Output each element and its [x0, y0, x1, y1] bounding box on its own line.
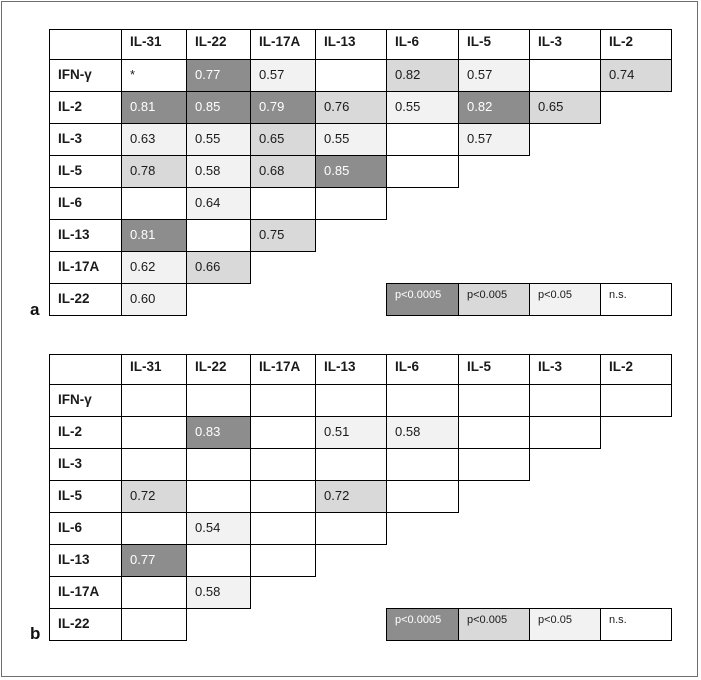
column-header: IL-31	[121, 29, 187, 60]
correlation-cell: 0.85	[186, 91, 251, 124]
row-label: IL-13	[49, 544, 122, 577]
correlation-cell	[121, 416, 187, 449]
correlation-cell: 0.58	[386, 416, 459, 449]
legend-item: p<0.0005	[386, 283, 459, 316]
correlation-cell	[121, 512, 187, 545]
correlation-cell: 0.81	[121, 91, 187, 124]
legend-item: n.s.	[600, 608, 672, 641]
correlation-cell: 0.57	[250, 59, 316, 92]
correlation-cell	[186, 384, 251, 417]
row-label: IL-17A	[49, 251, 122, 284]
correlation-cell	[315, 187, 387, 220]
correlation-cell	[458, 416, 530, 449]
corner-cell	[49, 29, 122, 60]
correlation-cell: 0.66	[186, 251, 251, 284]
correlation-cell	[386, 384, 459, 417]
row-label: IL-6	[49, 187, 122, 220]
legend-item: p<0.0005	[386, 608, 459, 641]
correlation-cell: 0.55	[386, 91, 459, 124]
correlation-cell	[121, 448, 187, 481]
correlation-cell	[386, 480, 459, 513]
column-header: IL-13	[315, 354, 387, 385]
correlation-cell	[315, 448, 387, 481]
column-header: IL-6	[386, 29, 459, 60]
column-header: IL-3	[529, 29, 601, 60]
correlation-cell: 0.54	[186, 512, 251, 545]
correlation-cell	[121, 576, 187, 609]
correlation-cell	[186, 448, 251, 481]
correlation-cell	[386, 448, 459, 481]
correlation-cell: 0.62	[121, 251, 187, 284]
correlation-cell: 0.65	[529, 91, 601, 124]
correlation-cell: 0.77	[186, 59, 251, 92]
column-header: IL-2	[600, 29, 672, 60]
column-header: IL-5	[458, 29, 530, 60]
row-label: IL-5	[49, 480, 122, 513]
correlation-cell	[250, 187, 316, 220]
correlation-cell	[386, 123, 459, 156]
correlation-cell: 0.76	[315, 91, 387, 124]
row-label: IL-22	[49, 283, 122, 316]
legend-item: p<0.005	[458, 608, 530, 641]
correlation-cell	[315, 59, 387, 92]
correlation-cell: 0.85	[315, 155, 387, 188]
row-label: IL-22	[49, 608, 122, 641]
correlation-cell: 0.57	[458, 59, 530, 92]
correlation-cell: 0.82	[386, 59, 459, 92]
correlation-cell: 0.57	[458, 123, 530, 156]
legend-item: n.s.	[600, 283, 672, 316]
column-header: IL-17A	[250, 29, 316, 60]
correlation-cell: *	[121, 59, 187, 92]
correlation-cell: 0.65	[250, 123, 316, 156]
column-header: IL-22	[186, 354, 251, 385]
row-label: IFN-γ	[49, 59, 122, 92]
correlation-cell	[186, 544, 251, 577]
correlation-cell: 0.58	[186, 155, 251, 188]
column-header: IL-22	[186, 29, 251, 60]
row-label: IL-5	[49, 155, 122, 188]
correlation-cell: 0.77	[121, 544, 187, 577]
correlation-cell: 0.74	[600, 59, 672, 92]
correlation-cell: 0.68	[250, 155, 316, 188]
column-header: IL-2	[600, 354, 672, 385]
panel-label: a	[30, 300, 40, 319]
row-label: IL-17A	[49, 576, 122, 609]
row-label: IL-3	[49, 123, 122, 156]
correlation-cell	[250, 480, 316, 513]
correlation-cell: 0.78	[121, 155, 187, 188]
correlation-cell	[458, 448, 530, 481]
correlation-cell	[250, 416, 316, 449]
panel-label: b	[30, 624, 41, 643]
correlation-cell	[250, 448, 316, 481]
column-header: IL-31	[121, 354, 187, 385]
corner-cell	[49, 354, 122, 385]
correlation-cell: 0.79	[250, 91, 316, 124]
correlation-cell: 0.51	[315, 416, 387, 449]
correlation-cell	[458, 384, 530, 417]
correlation-cell	[121, 384, 187, 417]
correlation-cell: 0.72	[315, 480, 387, 513]
row-label: IL-2	[49, 91, 122, 124]
correlation-cell	[121, 608, 187, 641]
row-label: IL-2	[49, 416, 122, 449]
legend-item: p<0.005	[458, 283, 530, 316]
correlation-cell: 0.55	[315, 123, 387, 156]
correlation-cell	[386, 155, 459, 188]
correlation-cell	[529, 416, 601, 449]
correlation-cell	[250, 384, 316, 417]
correlation-cell	[600, 384, 672, 417]
correlation-cell	[529, 384, 601, 417]
correlation-cell	[529, 59, 601, 92]
correlation-cell	[315, 512, 387, 545]
correlation-cell: 0.83	[186, 416, 251, 449]
correlation-cell	[121, 187, 187, 220]
correlation-cell	[250, 544, 316, 577]
column-header: IL-3	[529, 354, 601, 385]
correlation-cell: 0.58	[186, 576, 251, 609]
legend-item: p<0.05	[529, 283, 601, 316]
column-header: IL-6	[386, 354, 459, 385]
correlation-cell: 0.82	[458, 91, 530, 124]
correlation-cell	[186, 219, 251, 252]
legend-item: p<0.05	[529, 608, 601, 641]
correlation-cell: 0.75	[250, 219, 316, 252]
column-header: IL-5	[458, 354, 530, 385]
correlation-cell: 0.81	[121, 219, 187, 252]
row-label: IL-6	[49, 512, 122, 545]
correlation-cell: 0.60	[121, 283, 187, 316]
correlation-cell	[315, 384, 387, 417]
correlation-cell: 0.63	[121, 123, 187, 156]
row-label: IL-3	[49, 448, 122, 481]
column-header: IL-13	[315, 29, 387, 60]
correlation-cell: 0.72	[121, 480, 187, 513]
row-label: IL-13	[49, 219, 122, 252]
correlation-cell	[250, 512, 316, 545]
correlation-cell: 0.64	[186, 187, 251, 220]
correlation-cell: 0.55	[186, 123, 251, 156]
column-header: IL-17A	[250, 354, 316, 385]
row-label: IFN-γ	[49, 384, 122, 417]
correlation-cell	[186, 480, 251, 513]
